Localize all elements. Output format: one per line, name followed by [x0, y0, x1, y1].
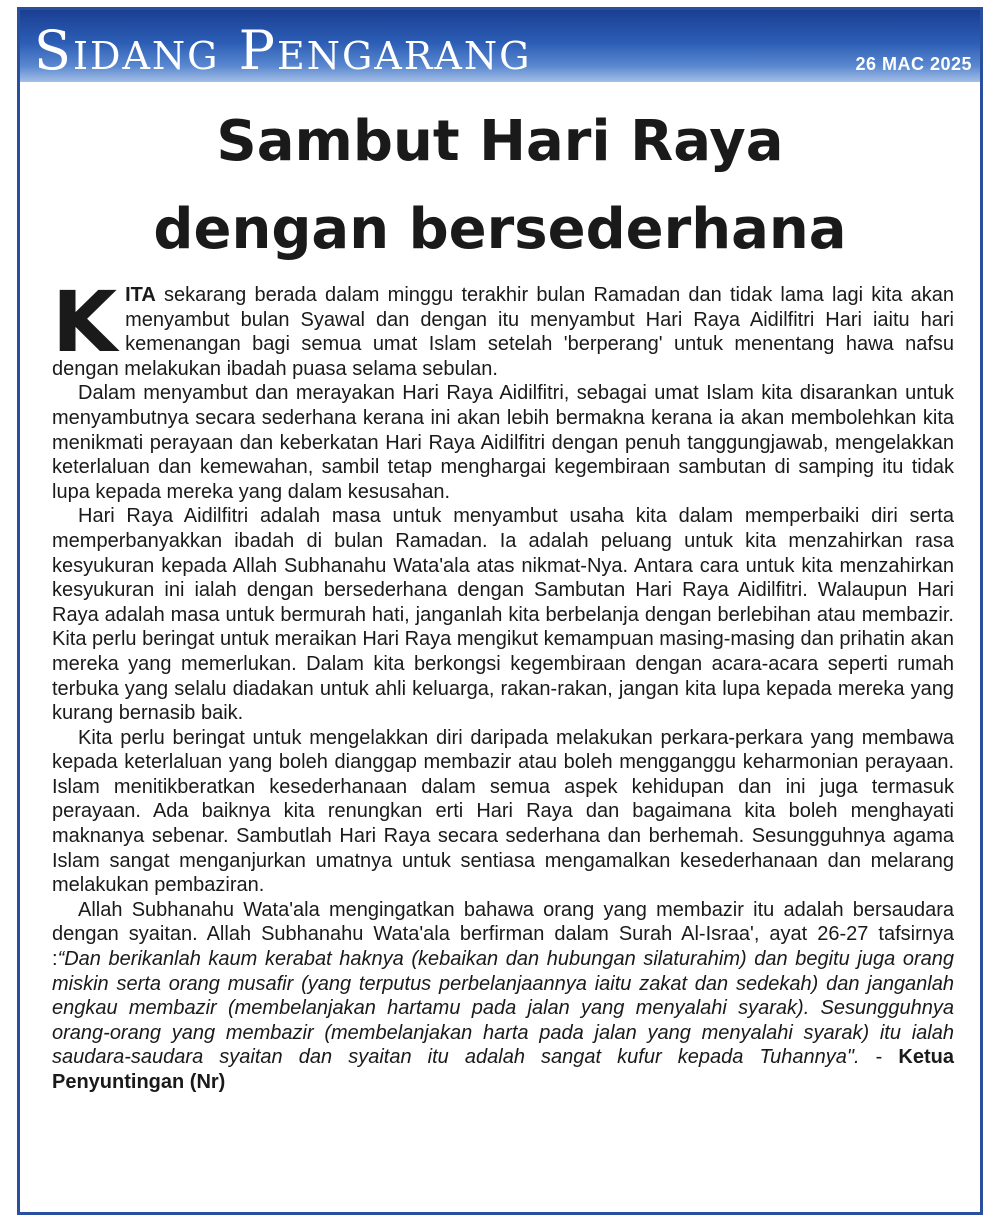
paragraph-4: Kita perlu beringat untuk mengelakkan diri daripada melakukan perkara-perkara yang membawa kepada keterlaluan yang boleh dianggap membazir atau boleh mengganggu keharmonian perayaan. Islam menitikberatkan kesederhanaan dalam semua aspek kehidupan dan ini juga termasuk perayaan. Ada baiknya kita renungkan erti Hari Raya dan bagaimana kita boleh menghayati maknanya sebenar. Sambutlah Hari Raya secara sederhana dan berhemah. Sesungguhnya agama Islam sangat menganjurkan umatnya untuk sentiasa mengamalkan kesederhanaan dan melarang melakukan pembaziran. — [52, 726, 954, 897]
paragraph-1-text: sekarang berada dalam minggu terakhir bulan Ramadan dan tidak lama lagi kita akan menyambut bulan Syawal dan dengan itu menyambut Hari Raya Aidilfitri Hari iaitu hari kemenangan bagi semua umat Islam setelah 'berperang' untuk menentang hawa nafsu dengan melakukan ibadah puasa selama sebulan. — [52, 284, 954, 380]
quran-quote: “Dan berikanlah kaum kerabat haknya (kebaikan dan hubungan silaturahim) dan begitu juga orang miskin serta orang musafir (yang terputus perbelanjaannya iaitu zakat dan sedekah) dan janganlah engkau membazir (membelanjakan hartamu pada jalan yang menyalahi syarak). Sesungguhnya orang-orang yang membazir (membelanjakan harta pada jalan yang menyalahi syarak) itu ialah saudara-saudara syaitan dan syaitan itu adalah sangat kufur kepada Tuhannya". — [52, 948, 954, 1069]
paragraph-3: Hari Raya Aidilfitri adalah masa untuk menyambut usaha kita dalam memperbaiki diri serta memperbanyakkan ibadah di bulan Ramadan. Ia adalah peluang untuk kita menzahirkan rasa kesyukuran kepada Allah Subhanahu Wata'ala atas nikmat-Nya. Antara cara untuk kita menzahirkan kesyukuran ini ialah dengan bersederhana dengan Sambutan Hari Raya Aidilfitri. Walaupun Hari Raya adalah masa untuk bermurah hati, janganlah kita berbelanja dengan berlebihan atau membazir. Kita perlu beringat untuk meraikan Hari Raya mengikut kemampuan masing-masing dan prihatin akan mereka yang memerlukan. Dalam kita berkongsi kegembiraan dengan acara-acara seperti rumah terbuka yang selalu diadakan untuk ahli keluarga, rakan-rakan, jangan kita lupa kepada mereka yang kurang bernasib baik. — [52, 505, 954, 725]
paragraph-1 — [52, 273, 954, 381]
headline-line-2: dengan bersederhana — [153, 197, 847, 262]
paragraph-2: Dalam menyambut dan merayakan Hari Raya Aidilfitri, sebagai umat Islam kita disarankan untuk menyambutnya secara sederhana kerana ini akan lebih bermakna kerana ia akan membolehkan kita menikmati perayaan dan keberkatan Hari Raya Aidilfitri dengan penuh tanggungjawab, mengelakkan keterlaluan dan kemewahan, sambil tetap menghargai kegembiraan sambutan di samping itu tidak lupa kepada mereka yang dalam kesusahan. — [52, 382, 954, 503]
signature: Ketua Penyuntingan (Nr) — [52, 1046, 954, 1093]
masthead-title: Sidang Pengarang — [34, 24, 532, 82]
headline-line-1: Sambut Hari Raya — [216, 109, 784, 174]
paragraph-5-intro: Allah Subhanahu Wata'ala mengingatkan bahawa orang yang membazir itu adalah bersaudara dengan syaitan. Allah Subhanahu Wata'ala berfirman dalam Surah Al-Israa', ayat 26-27 tafsirnya : — [52, 898, 954, 971]
lead-word: ITA — [125, 284, 156, 306]
drop-cap: K — [52, 273, 118, 371]
publication-date: 26 MAC 2025 — [855, 54, 972, 74]
article-frame — [17, 7, 983, 1215]
article-body — [52, 273, 954, 1095]
paragraph-5 — [52, 898, 954, 1095]
signature-dash: - — [859, 1046, 899, 1069]
masthead-banner — [20, 10, 980, 82]
